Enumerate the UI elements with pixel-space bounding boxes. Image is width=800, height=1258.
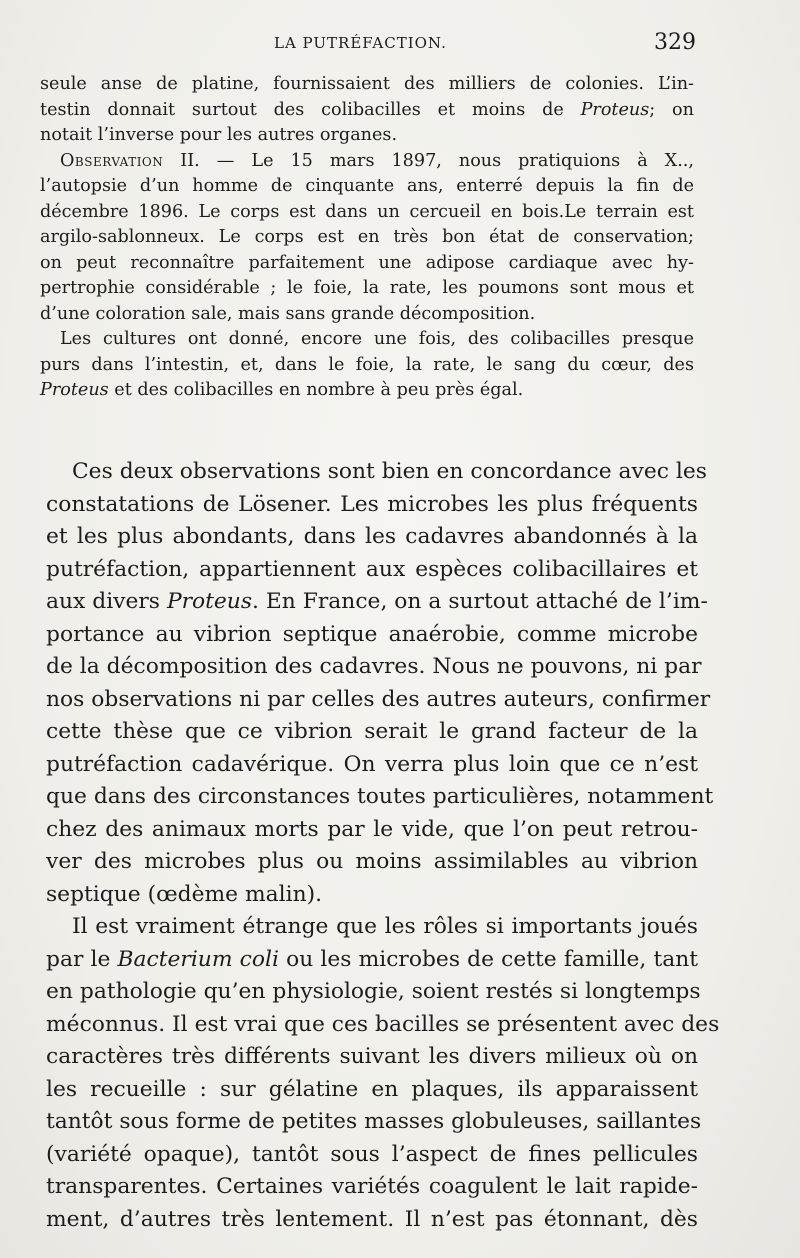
text-line: constatations de Lösener. Les microbes les plus fréquents: [46, 491, 698, 517]
text-line: notait l’inverse pour les autres organes.: [40, 125, 398, 145]
text-line: putréfaction cadavérique. On verra plus loin que ce n’est: [46, 751, 698, 777]
text-line: aux divers Proteus. En France, on a surtout attaché de l’im-: [46, 589, 708, 614]
text-line: Proteus et des colibacilles en nombre à peu près égal.: [40, 380, 524, 400]
text-line: testin donnait surtout des colibacilles et moins de Proteus; on: [40, 99, 694, 120]
page-number: 329: [654, 30, 696, 55]
text-line: tantôt sous forme de petites masses globuleuses, saillantes: [46, 1109, 702, 1134]
page-header: [48, 30, 696, 60]
text-line: seule anse de platine, fournissaient des milliers de colonies. L’in-: [40, 74, 694, 94]
running-title: LA PUTRÉFACTION.: [274, 34, 447, 52]
text-line: septique (œdème malin).: [46, 881, 323, 907]
text-line: cette thèse que ce vibrion serait le grand facteur de la: [46, 719, 698, 744]
text-line: argilo-sablonneux. Le corps est en très bon état de conservation;: [40, 227, 694, 247]
text-line: Ces deux observations sont bien en concordance avec les: [72, 459, 707, 484]
text-line: Les cultures ont donné, encore une fois, des colibacilles presque: [60, 329, 694, 349]
text-line: transparentes. Certaines variétés coagulent le lait rapide-: [46, 1174, 698, 1199]
text-line: méconnus. Il est vrai que ces bacilles se présentent avec des: [46, 1011, 720, 1037]
text-line: de la décomposition des cadavres. Nous ne pouvons, ni par: [46, 654, 702, 679]
text-line: Observation II. — Le 15 mars 1897, nous pratiquions à X..,: [60, 150, 694, 171]
text-line: et les plus abondants, dans les cadavres abandonnés à la: [46, 524, 698, 549]
text-line: (variété opaque), tantôt sous l’aspect de fines pellicules: [46, 1141, 698, 1167]
text-line: chez des animaux morts par le vide, que l’on peut retrou-: [46, 816, 698, 842]
text-line: purs dans l’intestin, et, dans le foie, la rate, le sang du cœur, des: [40, 354, 694, 375]
observation-block: [40, 72, 694, 404]
text-line: portance au vibrion septique anaérobie, comme microbe: [46, 621, 698, 647]
text-line: on peut reconnaître parfaitement une adipose cardiaque avec hy-: [40, 252, 694, 273]
text-line: caractères très différents suivant les divers milieux où on: [46, 1044, 698, 1069]
text-line: que dans des circonstances toutes particulières, notamment: [46, 784, 714, 809]
text-line: les recueille : sur gélatine en plaques, ils apparaissent: [46, 1076, 698, 1102]
text-line: pertrophie considérable ; le foie, la rate, les poumons sont mous et: [40, 278, 694, 298]
text-line: par le Bacterium coli ou les microbes de cette famille, tant: [46, 946, 698, 972]
text-line: ment, d’autres très lentement. Il n’est pas étonnant, dès: [46, 1206, 698, 1232]
text-line: nos observations ni par celles des autres auteurs, confirmer: [46, 686, 711, 712]
text-line: l’autopsie d’un homme de cinquante ans, enterré depuis la fin de: [40, 176, 694, 196]
text-line: putréfaction, appartiennent aux espèces colibacillaires et: [46, 556, 698, 582]
text-line: décembre 1896. Le corps est dans un cercueil en bois.Le terrain est: [40, 201, 694, 222]
main-text-block: [46, 456, 720, 1236]
text-line: Il est vraiment étrange que les rôles si importants joués: [72, 914, 698, 939]
text-line: d’une coloration sale, mais sans grande décomposition.: [40, 303, 536, 324]
text-line: en pathologie qu’en physiologie, soient restés si longtemps: [46, 979, 701, 1004]
text-line: ver des microbes plus ou moins assimilables au vibrion: [46, 849, 698, 874]
